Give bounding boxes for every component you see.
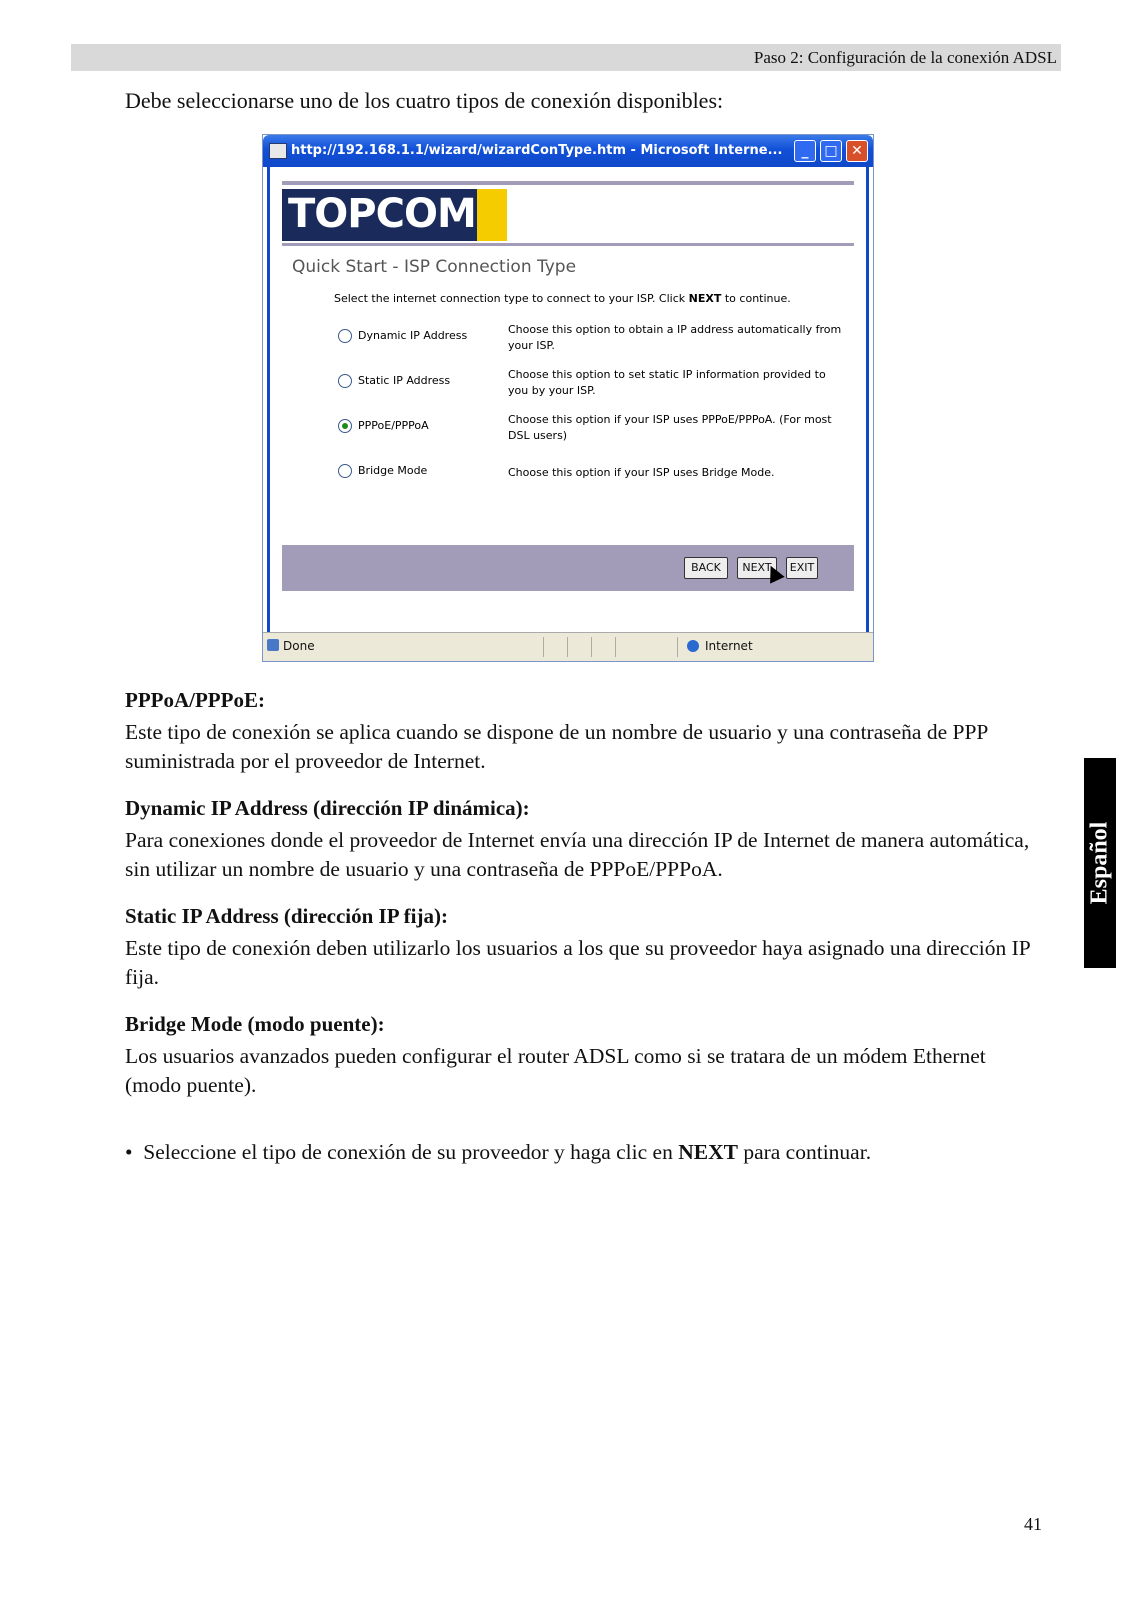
option-desc: Choose this option to set static IP information provided to you by your ISP.	[508, 368, 826, 397]
option-desc: Choose this option to obtain a IP address automatically from your ISP.	[508, 323, 842, 352]
language-tab-label: Español	[1086, 821, 1113, 905]
next-button[interactable]: NEXT	[737, 557, 777, 579]
section-heading: Static IP Address (dirección IP fija):	[125, 904, 448, 928]
top-divider	[282, 181, 854, 185]
window-titlebar	[263, 135, 873, 167]
status-zone: Internet	[705, 639, 753, 653]
option-bridge[interactable]: Bridge Mode	[338, 464, 427, 478]
globe-icon	[687, 640, 699, 652]
page-done-icon	[267, 639, 279, 651]
instruction-bullet: • Seleccione el tipo de conexión de su proveedor y haga clic en NEXT para continuar.	[125, 1140, 872, 1164]
wizard-button-bar	[282, 545, 854, 591]
maximize-button[interactable]: □	[820, 140, 842, 162]
status-done: Done	[283, 639, 315, 653]
option-dynamic-ip[interactable]: Dynamic IP Address	[338, 329, 467, 343]
section-text: Para conexiones donde el proveedor de Internet envía una dirección IP de Internet de manera automática, sin utilizar un nombre de usuario y una contraseña de PPPoE/PPPoA.	[125, 828, 1030, 881]
page-number: 41	[1024, 1514, 1042, 1534]
section-heading: Dynamic IP Address (dirección IP dinámica):	[125, 796, 530, 820]
option-pppoe[interactable]: PPPoE/PPPoA	[338, 419, 429, 433]
section-heading: Bridge Mode (modo puente):	[125, 1012, 385, 1036]
close-button[interactable]: ✕	[846, 140, 868, 162]
minimize-button[interactable]: _	[794, 140, 816, 162]
browser-screenshot	[262, 134, 874, 662]
option-static-ip[interactable]: Static IP Address	[338, 374, 450, 388]
section-text: Los usuarios avanzados pueden configurar el router ADSL como si se tratara de un módem Ethernet (modo puente).	[125, 1044, 986, 1097]
section-text: Este tipo de conexión deben utilizarlo los usuarios a los que su proveedor haya asignado una dirección IP fija.	[125, 936, 1030, 989]
window-title: http://192.168.1.1/wizard/wizardConType.htm - Microsoft Interne...	[291, 143, 783, 158]
page-header-bar	[71, 44, 1061, 71]
section-text: Este tipo de conexión se aplica cuando se dispone de un nombre de usuario y una contraseña de PPP suministrada por el proveedor de Internet.	[125, 720, 988, 773]
window-body	[267, 167, 869, 633]
option-desc: Choose this option if your ISP uses PPPoE/PPPoA. (For most DSL users)	[508, 413, 832, 442]
radio-pppoe[interactable]	[338, 419, 352, 433]
radio-bridge[interactable]	[338, 464, 352, 478]
radio-static-ip[interactable]	[338, 374, 352, 388]
logo-accent	[477, 189, 507, 241]
option-desc: Choose this option if your ISP uses Bridge Mode.	[508, 466, 775, 479]
wizard-instruction: Select the internet connection type to connect to your ISP. Click NEXT to continue.	[334, 292, 791, 305]
page-header-title: Paso 2: Configuración de la conexión ADSL	[753, 48, 1057, 67]
exit-button[interactable]: EXIT	[786, 557, 818, 579]
ie-page-icon	[269, 143, 287, 159]
topcom-logo: TOPCOM	[282, 189, 477, 241]
wizard-title: Quick Start - ISP Connection Type	[292, 257, 577, 277]
language-tab	[1084, 758, 1116, 968]
radio-dynamic-ip[interactable]	[338, 329, 352, 343]
intro-text: Debe seleccionarse uno de los cuatro tipos de conexión disponibles:	[125, 88, 724, 113]
status-bar	[263, 632, 873, 661]
back-button[interactable]: BACK	[684, 557, 728, 579]
logo-divider	[282, 243, 854, 246]
section-heading: PPPoA/PPPoE:	[125, 688, 265, 712]
